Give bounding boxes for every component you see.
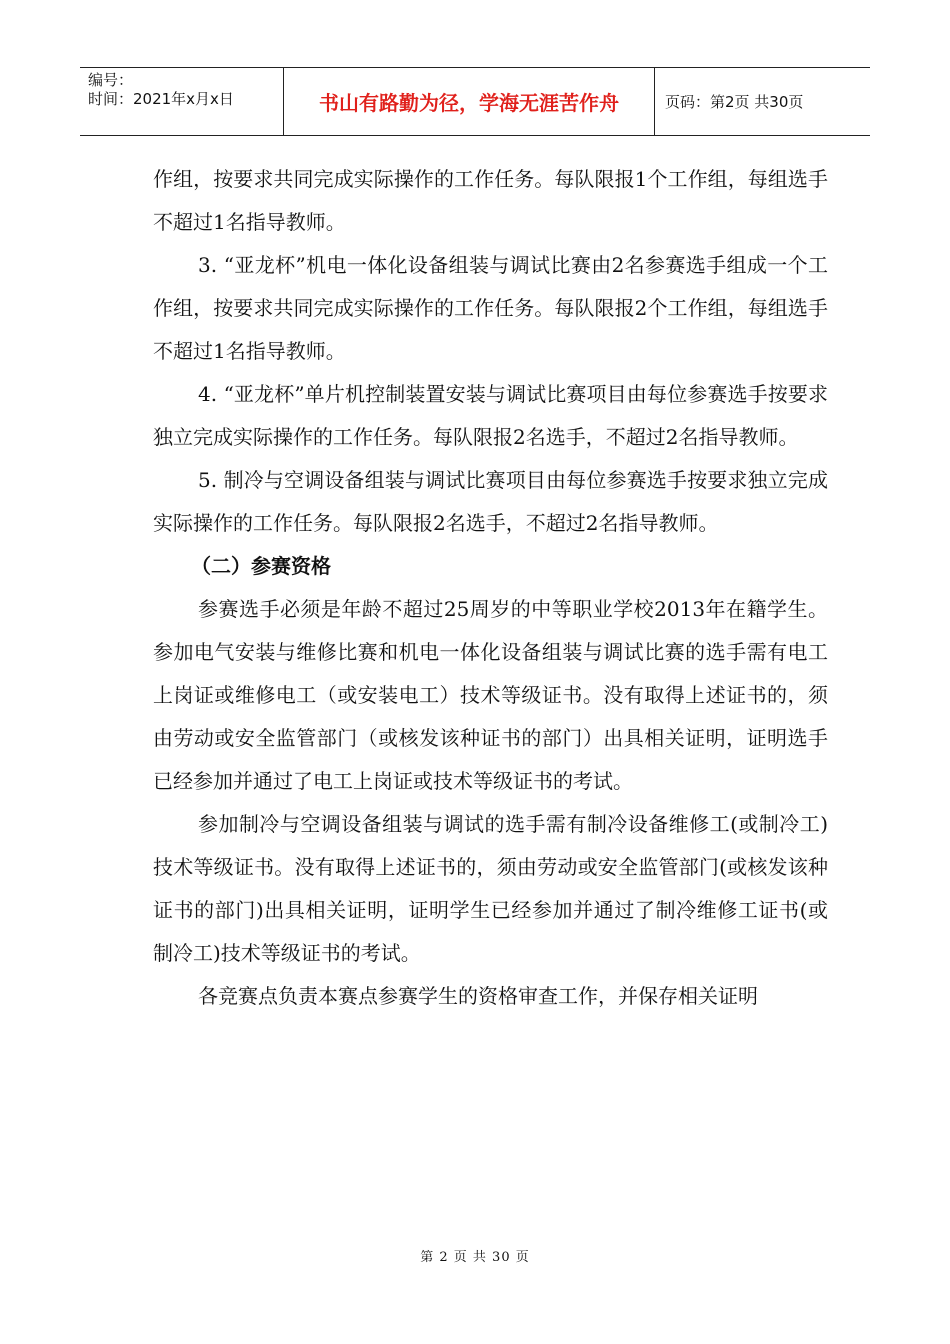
paragraph: 参赛选手必须是年龄不超过25周岁的中等职业学校2013年在籍学生。参加电气安装与维修比赛和机电一体化设备组装与调试比赛的选手需有电工上岗证或维修电工（或安装电工）技术等级证书。没有取得上述证书的，须由劳动或安全监管部门（或核发该种证书的部门）出具相关证明，证明选手已经参加并通过了电工上岗证或技术等级证书的考试。 [153,597,828,793]
page-footer: 第 2 页 共 30 页 [420,1250,530,1265]
header-meta [80,68,283,135]
paragraph: 参加制冷与空调设备组装与调试的选手需有制冷设备维修工(或制冷工)技术等级证书。没有取得上述证书的，须由劳动或安全监管部门(或核发该种证书的部门)出具相关证明，证明学生已经参加并通过了制冷维修工证书(或制冷工)技术等级证书的考试。 [153,812,828,965]
section-heading: （二）参赛资格 [191,554,331,578]
document-body [153,158,828,1018]
paragraph: 作组，按要求共同完成实际操作的工作任务。每队限报1个工作组，每组选手不超过1名指导教师。 [153,167,828,234]
paragraph: 3. “亚龙杯”机电一体化设备组装与调试比赛由2名参赛选手组成一个工作组，按要求共同完成实际操作的工作任务。每队限报2个工作组，每组选手不超过1名指导教师。 [153,253,828,363]
paragraph: 5. 制冷与空调设备组装与调试比赛项目由每位参赛选手按要求独立完成实际操作的工作任务。每队限报2名选手，不超过2名指导教师。 [153,468,828,535]
time-label: 时间：2021年x月x日 [88,90,234,108]
number-label: 编号： [88,71,134,89]
paragraph: 各竞赛点负责本赛点参赛学生的资格审查工作，并保存相关证明 [198,984,758,1008]
paragraph: 4. “亚龙杯”单片机控制装置安装与调试比赛项目由每位参赛选手按要求独立完成实际操作的工作任务。每队限报2名选手，不超过2名指导教师。 [153,382,828,449]
page-header [80,67,870,136]
header-page-info: 页码：第2页 共30页 [665,93,804,111]
header-motto: 书山有路勤为径，学海无涯苦作舟 [283,68,655,135]
